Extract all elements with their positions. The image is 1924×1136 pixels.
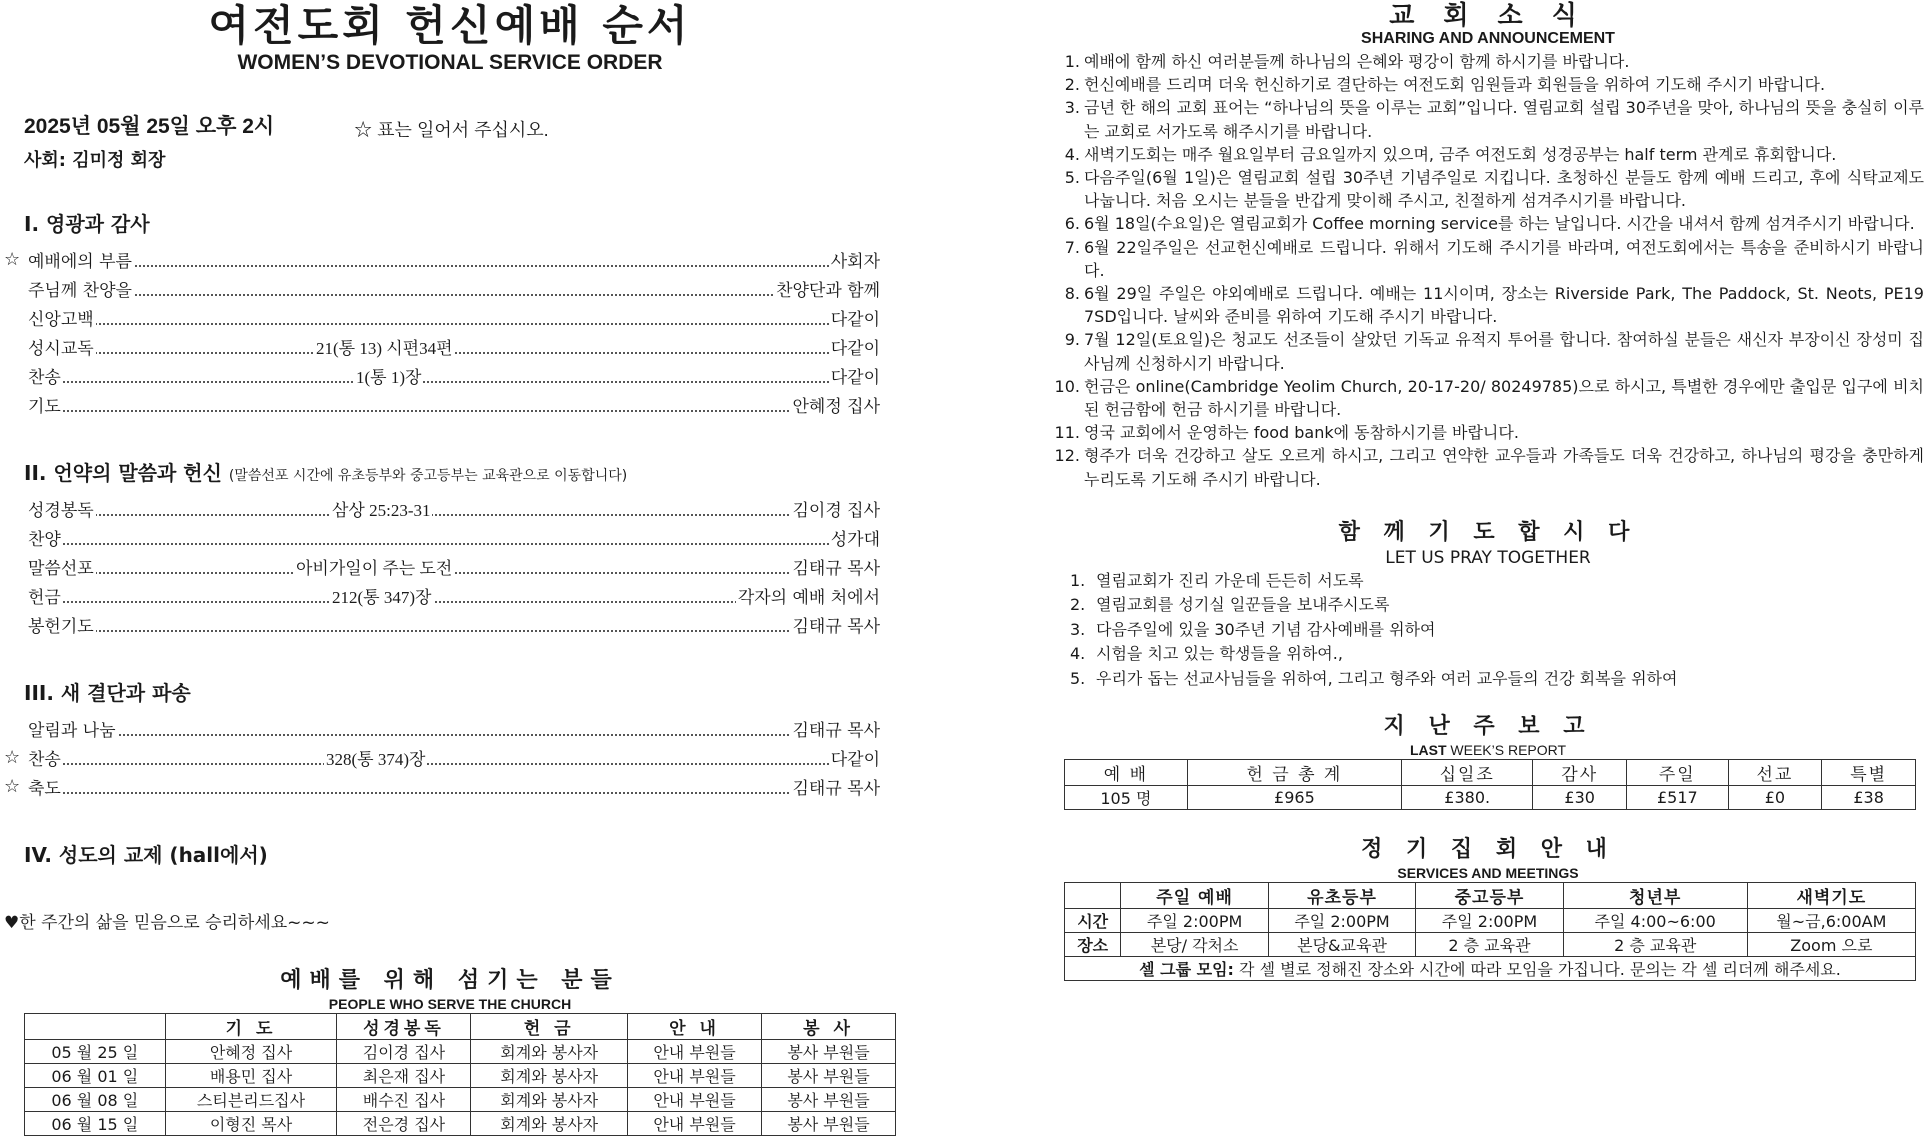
order-item: [4, 276, 880, 305]
item-number: 4.: [1064, 144, 1080, 164]
item-number: 5.: [1070, 668, 1086, 688]
announcement-item: [1052, 50, 1924, 73]
pray-title-en: LET US PRAY TOGETHER: [1385, 547, 1591, 568]
order-detail: 21(통 13) 시편34편: [314, 334, 455, 359]
table-cell: 배수진 집사: [337, 1088, 471, 1112]
table-cell: £517: [1627, 786, 1729, 810]
order-label: 축도: [28, 774, 63, 799]
table-header: 예 배: [1065, 760, 1188, 786]
news-title: 교 회 소 식: [1389, 1, 1587, 31]
table-row: [1065, 909, 1916, 933]
announcement-item: [1052, 421, 1924, 444]
table-header: 유초등부: [1268, 883, 1415, 909]
order-leader: 김태규 목사: [790, 554, 880, 579]
order-detail: 328(통 374)장: [324, 745, 427, 770]
table-cell: 안내 부원들: [628, 1112, 762, 1136]
table-cell: 105 명: [1065, 786, 1188, 810]
table-cell: 이형진 목사: [165, 1112, 337, 1136]
table-cell: 06 월 08 일: [25, 1088, 166, 1112]
announcement-text: 형주가 더욱 건강하고 살도 오르게 하시고, 그리고 연약한 교우들과 가족들도 더욱 건강하고, 하나님의 평강을 충만하게 누리도록 기도해 주시기 바랍니다.: [1084, 446, 1924, 489]
table-header: 기 도: [165, 1014, 337, 1040]
table-cell: £30: [1533, 786, 1627, 810]
item-number: 12.: [1054, 446, 1080, 466]
announcement-list: [1052, 50, 1924, 491]
order-leader: 다같이: [829, 305, 880, 330]
prayer-text: 시험을 치고 있는 학생들을 위하여.,: [1096, 644, 1343, 664]
table-header: 주일: [1627, 760, 1729, 786]
order-label: 봉헌기도: [28, 612, 96, 637]
prayer-list: [1070, 569, 1924, 692]
prayer-text: 열림교회가 진리 가운데 든든히 서도록: [1096, 570, 1364, 590]
table-cell: 시간: [1065, 909, 1121, 933]
pray-title: 함 께 기 도 합 시 다: [1338, 519, 1638, 545]
table-cell: £0: [1728, 786, 1822, 810]
leader-dots: [28, 323, 880, 325]
order-detail: 삼상 25:23-31: [330, 496, 432, 521]
announcement-item: [1052, 444, 1924, 490]
item-number: 7.: [1064, 237, 1080, 257]
table-cell: 배용민 집사: [165, 1064, 337, 1088]
leader-dots: [28, 381, 880, 383]
announcement-text: 다음주일(6월 1일)은 열림교회 설립 30주년 기념주일로 지킵니다. 초청하신 분들도 함께 예배 드리고, 후에 식탁교제도 나눕니다. 처음 오시는 분들을 반갑게 맞이해 주시고, 친절하게 섬겨주시기를 바랍니다.: [1084, 168, 1924, 211]
order-detail: 아비가일이 주는 도전: [294, 554, 454, 579]
serve-title-en: PEOPLE WHO SERVE THE CHURCH: [328, 996, 572, 1012]
order-leader: 다같이: [829, 745, 880, 770]
item-number: 1.: [1070, 570, 1086, 590]
table-cell: 06 월 15 일: [25, 1112, 166, 1136]
page-title-en: WOMEN’S DEVOTIONAL SERVICE ORDER: [237, 51, 663, 74]
table-cell: 봉사 부원들: [762, 1088, 896, 1112]
leader-dots: [28, 763, 880, 765]
table-header: 십일조: [1402, 760, 1533, 786]
cell-group-note: 셀 그룹 모임: 각 셀 별로 정해진 장소와 시간에 따라 모임을 가집니다. 문의는 각 셀 리더께 해주세요.: [1065, 957, 1916, 981]
closing-message: ♥한 주간의 삶을 믿음으로 승리하세요~~~: [4, 913, 330, 933]
announcement-item: [1052, 73, 1924, 96]
announcement-item: [1052, 328, 1924, 374]
leader-dots: [28, 265, 880, 267]
section-title: III. 새 결단과 파송: [24, 681, 191, 705]
table-cell: 회계와 봉사자: [471, 1112, 628, 1136]
leader-dots: [28, 792, 880, 794]
item-number: 9.: [1064, 330, 1080, 350]
table-header: 봉 사: [762, 1014, 896, 1040]
order-leader: 사회자: [829, 247, 880, 272]
order-item: [4, 496, 880, 525]
table-row: [1065, 957, 1916, 981]
order-leader: 안혜정 집사: [790, 392, 880, 417]
serve-title: 예배를 위해 섬기는 분들: [280, 968, 620, 993]
order-item: [4, 774, 880, 803]
prayer-item: [1070, 667, 1924, 692]
table-header: [1065, 883, 1121, 909]
standing-note: ☆ 표는 일어서 주십시오.: [354, 120, 549, 140]
announcement-text: 6월 18일(수요일)은 열림교회가 Coffee morning service를 하는 날입니다. 시간을 내셔서 함께 섬겨주시기 바랍니다.: [1084, 214, 1915, 234]
section-title: IV. 성도의 교제 (hall에서): [24, 843, 268, 867]
order-leader: 김태규 목사: [790, 612, 880, 637]
table-cell: 회계와 봉사자: [471, 1064, 628, 1088]
announcement-text: 7월 12일(토요일)은 청교도 선조들이 살았던 기독교 유적지 투어를 합니다. 참여하실 분들은 새신자 부장이신 장성미 집사님께 신청하시기 바랍니다.: [1084, 330, 1924, 373]
table-header-row: [1065, 760, 1916, 786]
item-number: 11.: [1054, 423, 1080, 443]
order-leader: 김태규 목사: [790, 716, 880, 741]
order-leader: 찬양단과 함께: [774, 276, 880, 301]
announcement-text: 헌금은 online(Cambridge Yeolim Church, 20-17-20/ 80249785)으로 하시고, 특별한 경우에만 출입문 입구에 비치된 헌금함에 헌금 하시기를 바랍니다.: [1084, 376, 1924, 420]
table-cell: 전은경 집사: [337, 1112, 471, 1136]
order-item: [4, 363, 880, 392]
table-header: 중고등부: [1416, 883, 1563, 909]
table-row: [1065, 933, 1916, 957]
leader-dots: [28, 294, 880, 296]
table-header: 헌 금 총 계: [1187, 760, 1401, 786]
prayer-item: [1070, 569, 1924, 594]
order-item: [4, 612, 880, 641]
order-item: [4, 745, 880, 774]
table-header: 특별: [1822, 760, 1916, 786]
item-number: 2.: [1070, 595, 1086, 615]
table-cell: 주일 4:00~6:00: [1563, 909, 1747, 933]
item-number: 4.: [1070, 644, 1086, 664]
announcement-item: [1052, 143, 1924, 166]
order-label: 알림과 나눔: [28, 716, 118, 741]
announcements-page: [1052, 0, 1924, 1085]
table-header: 새벽기도: [1747, 883, 1915, 909]
leader-dots: [28, 630, 880, 632]
section-title: II. 언약의 말씀과 헌신 (말씀선포 시간에 유초등부와 중고등부는 교육관으로 이동합니다): [24, 461, 628, 485]
table-cell: 회계와 봉사자: [471, 1088, 628, 1112]
announcement-item: [1052, 166, 1924, 212]
table-header: 주일 예배: [1121, 883, 1268, 909]
leader-dots: [28, 514, 880, 516]
service-order-page: [0, 0, 900, 1134]
order-label: 찬송: [28, 745, 63, 770]
order-leader: 다같이: [829, 334, 880, 359]
announcement-text: 영국 교회에서 운영하는 food bank에 동참하시기를 바랍니다.: [1084, 423, 1519, 443]
order-item: [4, 716, 880, 745]
table-cell: 2 층 교육관: [1563, 933, 1747, 957]
table-row: [25, 1112, 896, 1136]
table-cell: 2 층 교육관: [1416, 933, 1563, 957]
order-sections: [0, 208, 900, 868]
order-detail: 212(통 347)장: [330, 583, 433, 608]
announcement-item: [1052, 96, 1924, 142]
table-header: 청년부: [1563, 883, 1747, 909]
announcement-item: [1052, 212, 1924, 235]
table-header: 안 내: [628, 1014, 762, 1040]
table-cell: 봉사 부원들: [762, 1064, 896, 1088]
table-header: 감사: [1533, 760, 1627, 786]
table-header: [25, 1014, 166, 1040]
order-item: [4, 305, 880, 334]
table-cell: 월~금,6:00AM: [1747, 909, 1915, 933]
table-cell: 최은재 집사: [337, 1064, 471, 1088]
order-leader: 각자의 예배 처에서: [736, 583, 880, 608]
order-leader: 김태규 목사: [790, 774, 880, 799]
item-number: 3.: [1064, 98, 1080, 118]
order-label: 말씀선포: [28, 554, 96, 579]
service-date: 2025년 05월 25일 오후 2시: [24, 115, 275, 138]
announcement-item: [1052, 282, 1924, 328]
meet-title-en: SERVICES AND MEETINGS: [1397, 865, 1579, 882]
host-name: 사회: 김미정 회장: [24, 150, 166, 171]
report-title: 지 난 주 보 고: [1383, 714, 1593, 740]
announcement-text: 6월 22일주일은 선교헌신예배로 드립니다. 위해서 기도해 주시기를 바라며, 여전도회에서는 특송을 준비하시기 바랍니다.: [1084, 237, 1924, 280]
table-cell: 본당&교육관: [1268, 933, 1415, 957]
table-cell: 안혜정 집사: [165, 1040, 337, 1064]
order-label: 예배에의 부름: [28, 247, 134, 272]
order-label: 찬양: [28, 525, 63, 550]
order-label: 기도: [28, 392, 63, 417]
item-number: 1.: [1064, 52, 1080, 71]
news-title-en: SHARING AND ANNOUNCEMENT: [1361, 30, 1615, 47]
table-cell: 본당/ 각처소: [1121, 933, 1268, 957]
table-cell: 김이경 집사: [337, 1040, 471, 1064]
order-leader: 성가대: [829, 525, 880, 550]
stand-star-icon: ☆: [4, 776, 21, 797]
table-cell: £38: [1822, 786, 1916, 810]
meet-title: 정 기 집 회 안 내: [1361, 837, 1615, 863]
order-leader: 김이경 집사: [790, 496, 880, 521]
prayer-text: 열림교회를 성기실 일꾼들을 보내주시도록: [1096, 595, 1390, 615]
announcement-text: 헌신예배를 드리며 더욱 헌신하기로 결단하는 여전도회 임원들과 회원들을 위하여 기도해 주시기 바랍니다.: [1084, 75, 1826, 95]
order-label: 신앙고백: [28, 305, 96, 330]
item-number: 10.: [1054, 376, 1080, 396]
order-item: [4, 583, 880, 612]
table-cell: 스티븐리드집사: [165, 1088, 337, 1112]
announcement-item: [1052, 236, 1924, 282]
order-label: 성경봉독: [28, 496, 96, 521]
table-cell: 장소: [1065, 933, 1121, 957]
table-cell: 06 월 01 일: [25, 1064, 166, 1088]
prayer-text: 다음주일에 있을 30주년 기념 감사예배를 위하여: [1096, 619, 1436, 639]
order-item: [4, 525, 880, 554]
table-header-row: [1065, 883, 1916, 909]
table-row: [1065, 786, 1916, 810]
prayer-item: [1070, 642, 1924, 667]
table-cell: 05 월 25 일: [25, 1040, 166, 1064]
table-row: [25, 1064, 896, 1088]
table-cell: £965: [1187, 786, 1401, 810]
meet-table: [1064, 882, 1916, 981]
table-header: 헌 금: [471, 1014, 628, 1040]
section-title: I. 영광과 감사: [24, 212, 150, 236]
serve-table: [24, 1013, 896, 1136]
table-cell: 주일 2:00PM: [1121, 909, 1268, 933]
leader-dots: [28, 734, 880, 736]
prayer-item: [1070, 618, 1924, 643]
order-leader: 다같이: [829, 363, 880, 388]
order-item: [4, 247, 880, 276]
table-cell: 주일 2:00PM: [1416, 909, 1563, 933]
table-row: [25, 1088, 896, 1112]
leader-dots: [28, 410, 880, 412]
table-header: 선교: [1728, 760, 1822, 786]
order-item: [4, 334, 880, 363]
table-cell: 안내 부원들: [628, 1040, 762, 1064]
prayer-text: 우리가 돕는 선교사님들을 위하여, 그리고 형주와 여러 교우들의 건강 회복을 위하여: [1096, 668, 1678, 688]
prayer-item: [1070, 593, 1924, 618]
announcement-text: 새벽기도회는 매주 월요일부터 금요일까지 있으며, 금주 여전도회 성경공부는 half term 관계로 휴회합니다.: [1084, 144, 1837, 164]
announcement-item: [1052, 375, 1924, 421]
announcement-text: 예배에 함께 하신 여러분들께 하나님의 은혜와 평강이 함께 하시기를 바랍니다.: [1084, 52, 1630, 71]
item-number: 2.: [1064, 75, 1080, 95]
order-label: 성시교독: [28, 334, 96, 359]
page-title: 여전도회 헌신예배 순서: [208, 1, 692, 50]
table-cell: 안내 부원들: [628, 1088, 762, 1112]
table-cell: 회계와 봉사자: [471, 1040, 628, 1064]
order-label: 헌금: [28, 583, 63, 608]
table-cell: £380.: [1402, 786, 1533, 810]
item-number: 5.: [1064, 168, 1080, 188]
order-label: 주님께 찬양을: [28, 276, 134, 301]
item-number: 8.: [1064, 284, 1080, 304]
table-header: 성경봉독: [337, 1014, 471, 1040]
table-cell: Zoom 으로: [1747, 933, 1915, 957]
leader-dots: [28, 543, 880, 545]
report-table: [1064, 759, 1916, 810]
stand-star-icon: ☆: [4, 747, 21, 768]
table-cell: 주일 2:00PM: [1268, 909, 1415, 933]
table-cell: 봉사 부원들: [762, 1040, 896, 1064]
report-title-en: LAST WEEK’S REPORT: [1409, 742, 1567, 759]
table-header-row: [25, 1014, 896, 1040]
order-detail: 1(통 1)장: [354, 363, 423, 388]
item-number: 6.: [1064, 214, 1080, 234]
order-item: [4, 392, 880, 421]
table-cell: 안내 부원들: [628, 1064, 762, 1088]
table-cell: 봉사 부원들: [762, 1112, 896, 1136]
order-label: 찬송: [28, 363, 63, 388]
stand-star-icon: ☆: [4, 249, 21, 270]
order-item: [4, 554, 880, 583]
announcement-text: 금년 한 해의 교회 표어는 “하나님의 뜻을 이루는 교회”입니다. 열림교회 설립 30주년을 맞아, 하나님의 뜻을 충실히 이루는 교회로 서가도록 해주시기를 바랍니다.: [1084, 98, 1924, 141]
item-number: 3.: [1070, 619, 1086, 639]
table-row: [25, 1040, 896, 1064]
announcement-text: 6월 29일 주일은 야외예배로 드립니다. 예배는 11시이며, 장소는 Riverside Park, The Paddock, St. Neots, PE19 7SD입니다. 날씨와 준비를 위하여 기도해 주시기 바랍니다.: [1084, 284, 1924, 327]
